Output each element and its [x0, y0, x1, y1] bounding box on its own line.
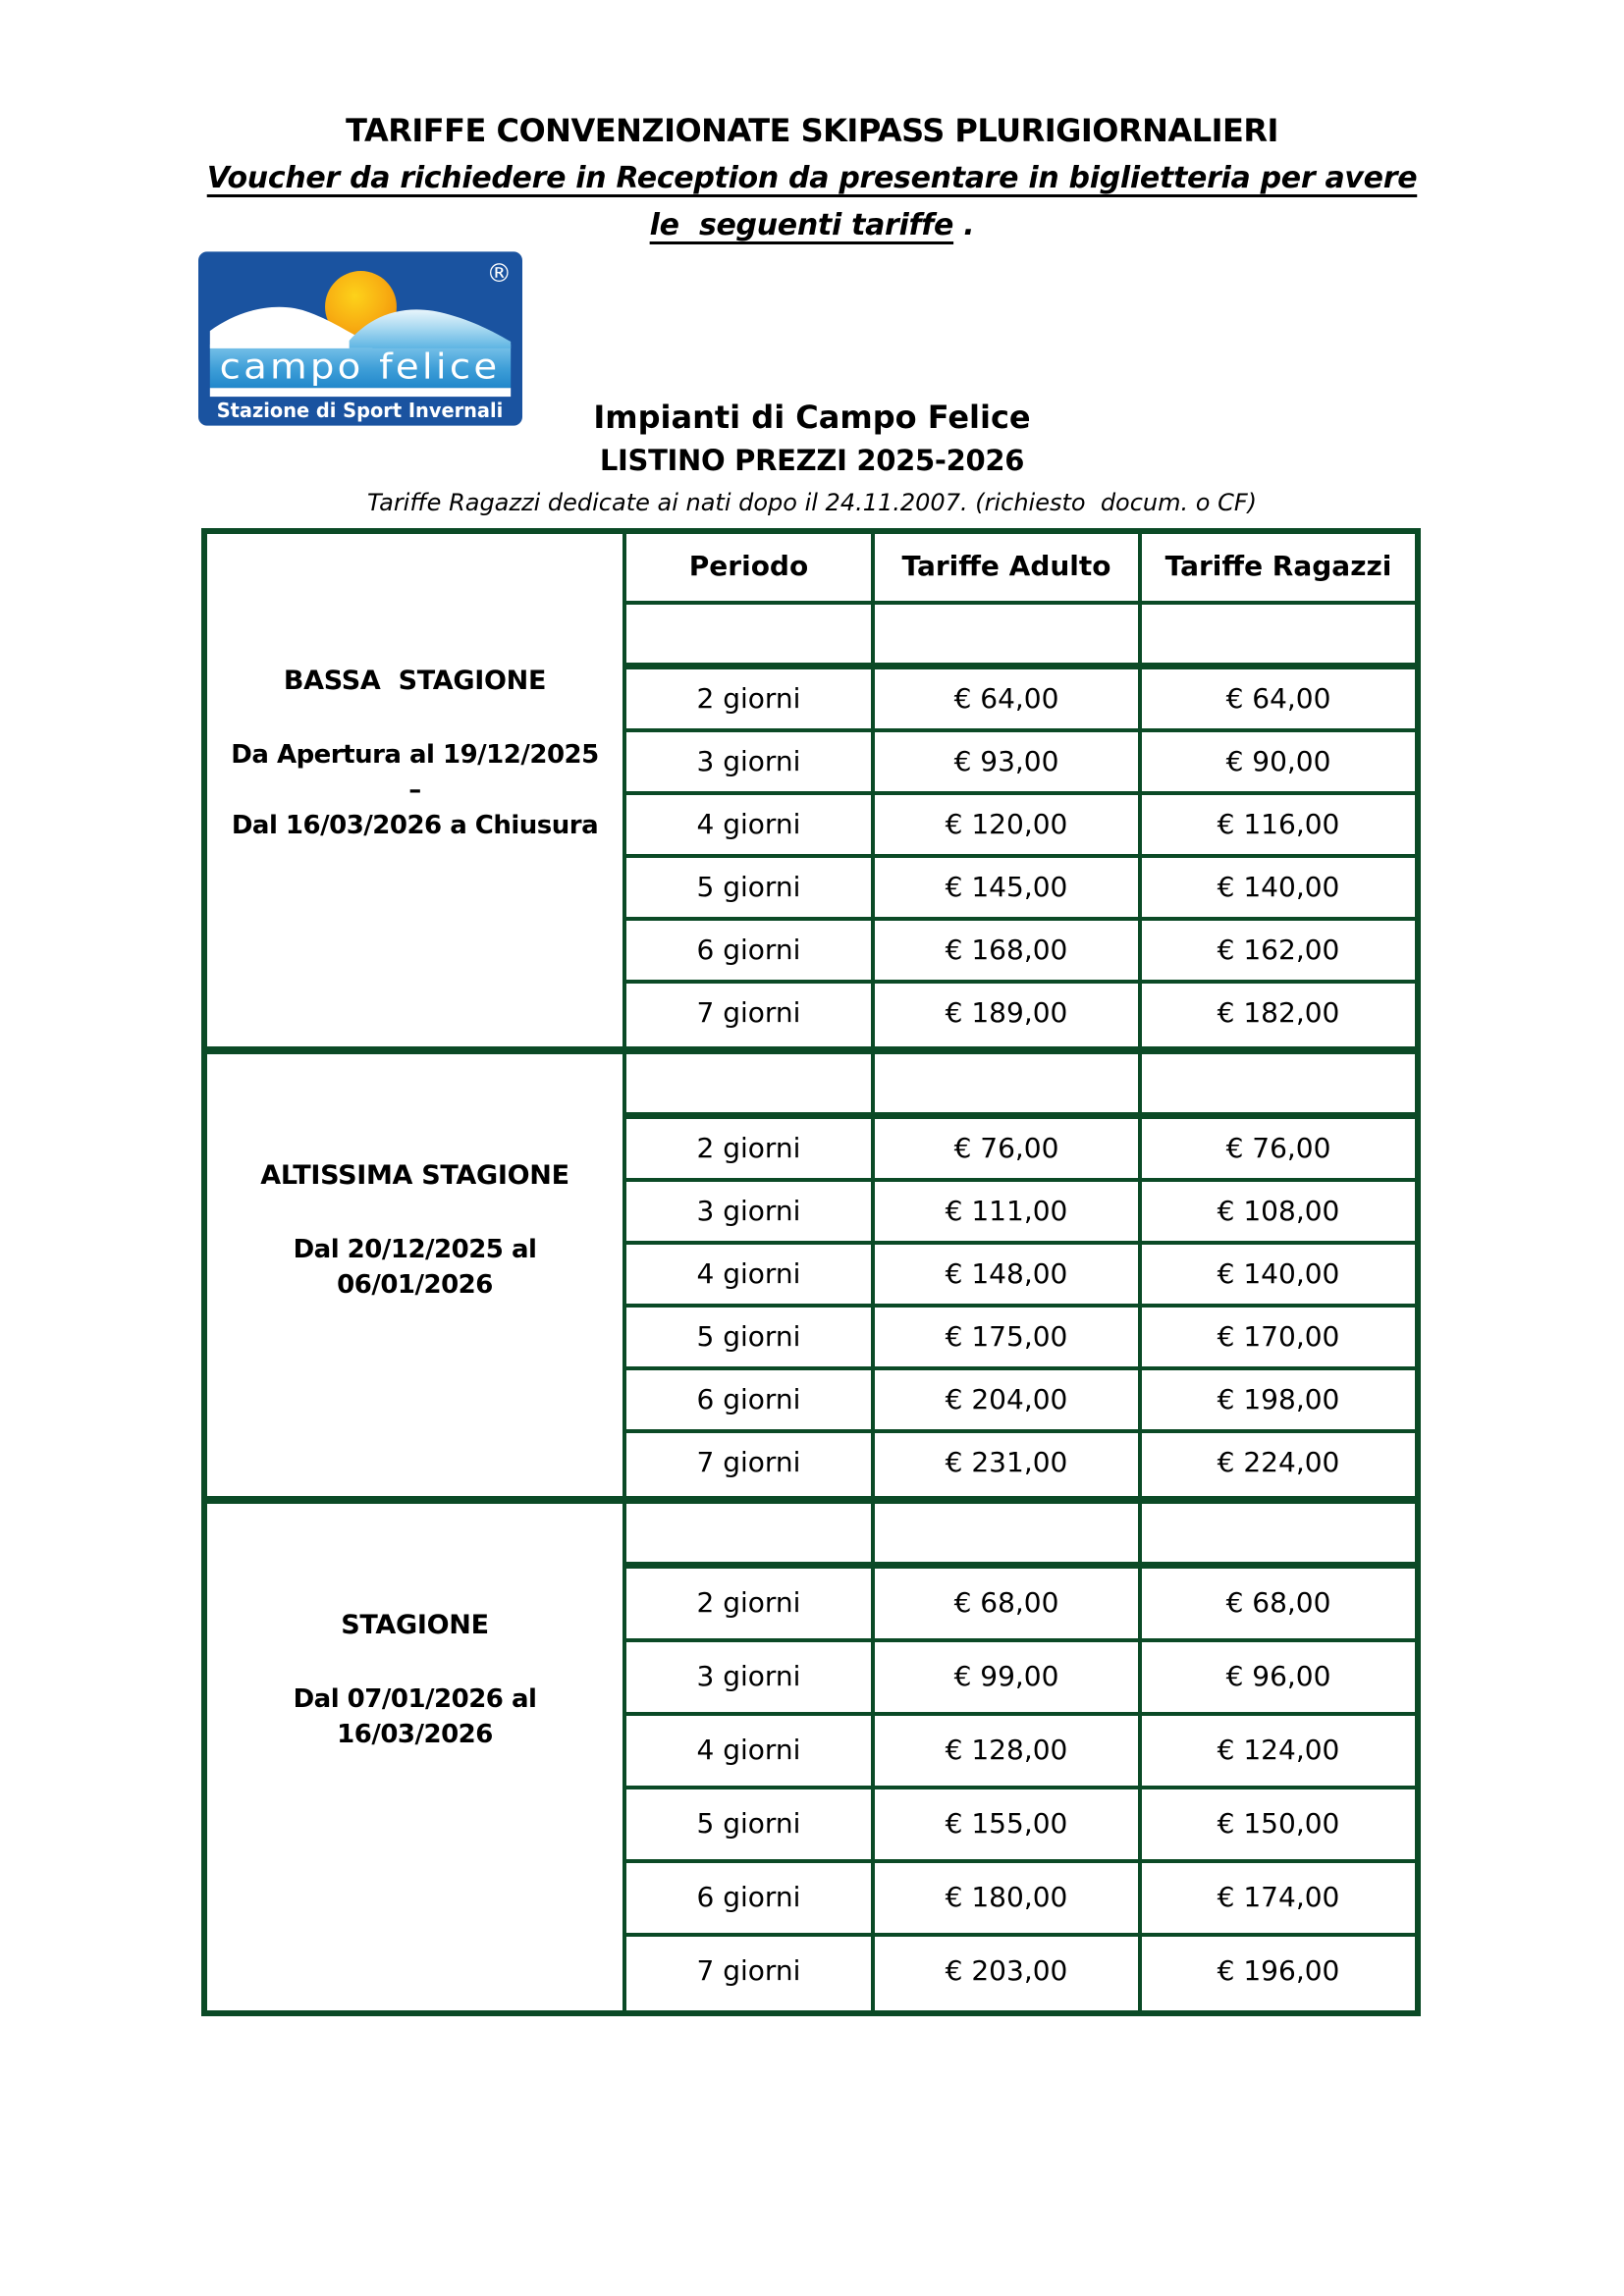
season-dash: –	[408, 775, 421, 805]
season-date-line: 16/03/2026	[337, 1720, 493, 1749]
ragazzi-price-cell: € 96,00	[1138, 1642, 1415, 1712]
table-row	[626, 669, 1415, 732]
column-header-ragazzi: Tariffe Ragazzi	[1138, 534, 1415, 601]
section-bassa-stagione	[207, 534, 1415, 1046]
table-row	[626, 1370, 1415, 1433]
period-cell: 2 giorni	[696, 682, 801, 715]
table-row	[626, 1119, 1415, 1182]
period-cell: 4 giorni	[696, 1734, 801, 1766]
period-cell: 6 giorni	[696, 1881, 801, 1913]
ragazzi-price-cell: € 140,00	[1138, 858, 1415, 917]
period-cell: 5 giorni	[696, 871, 801, 903]
column-header-adulto: Tariffe Adulto	[871, 534, 1138, 601]
season-rows	[626, 1504, 1415, 2010]
table-row	[626, 984, 1415, 1046]
adult-price-cell: € 175,00	[871, 1308, 1138, 1366]
document-subtitle-line1	[0, 161, 1624, 195]
season-title: BASSA STAGIONE	[283, 666, 547, 696]
season-title: ALTISSIMA STAGIONE	[260, 1160, 569, 1191]
ragazzi-price-cell: € 116,00	[1138, 795, 1415, 854]
ragazzi-price-cell: € 90,00	[1138, 732, 1415, 791]
period-cell: 4 giorni	[696, 1257, 801, 1290]
season-title: STAGIONE	[341, 1610, 489, 1640]
table-row	[626, 1716, 1415, 1789]
logo-brand-text: campo felice	[219, 347, 501, 388]
table-row	[626, 1245, 1415, 1308]
adult-price-cell: € 145,00	[871, 858, 1138, 917]
ragazzi-price-cell: € 170,00	[1138, 1308, 1415, 1366]
table-row	[626, 1182, 1415, 1245]
adult-price-cell: € 93,00	[871, 732, 1138, 791]
adult-price-cell: € 203,00	[871, 1937, 1138, 2010]
adult-price-cell: € 168,00	[871, 921, 1138, 980]
subtitle-underlined-text-1: Voucher da richiedere in Reception da presentare in biglietteria per avere	[206, 161, 1418, 195]
period-cell: 7 giorni	[696, 996, 801, 1029]
adult-price-cell: € 99,00	[871, 1642, 1138, 1712]
registered-trademark-icon: ®	[486, 258, 513, 289]
ragazzi-price-cell: € 150,00	[1138, 1789, 1415, 1859]
ragazzi-price-cell: € 68,00	[1138, 1569, 1415, 1638]
adult-price-cell: € 120,00	[871, 795, 1138, 854]
ragazzi-price-cell: € 196,00	[1138, 1937, 1415, 2010]
period-cell: 3 giorni	[696, 1195, 801, 1227]
table-row	[626, 795, 1415, 858]
period-cell: 4 giorni	[696, 808, 801, 840]
adult-price-cell: € 180,00	[871, 1863, 1138, 1933]
ragazzi-note: Tariffe Ragazzi dedicate ai nati dopo il 24.11.2007. (richiesto docum. o CF)	[366, 489, 1258, 516]
adult-price-cell: € 189,00	[871, 984, 1138, 1046]
period-cell: 5 giorni	[696, 1807, 801, 1840]
facility-heading: Impianti di Campo Felice	[593, 399, 1031, 436]
adult-price-cell: € 68,00	[871, 1569, 1138, 1638]
table-row	[626, 858, 1415, 921]
logo-white-stripe	[210, 388, 511, 397]
table-row	[626, 1433, 1415, 1496]
season-cell-stagione	[207, 1504, 626, 2010]
section-altissima-stagione	[207, 1046, 1415, 1496]
period-cell: 3 giorni	[696, 1660, 801, 1692]
section-stagione	[207, 1496, 1415, 2010]
period-cell: 2 giorni	[696, 1586, 801, 1619]
table-row	[626, 1308, 1415, 1370]
ragazzi-price-cell: € 162,00	[1138, 921, 1415, 980]
season-date-line: Da Apertura al 19/12/2025	[231, 740, 599, 770]
adult-price-cell: € 76,00	[871, 1119, 1138, 1178]
adult-price-cell: € 64,00	[871, 669, 1138, 728]
ragazzi-price-cell: € 124,00	[1138, 1716, 1415, 1786]
ragazzi-price-cell: € 182,00	[1138, 984, 1415, 1046]
table-row	[626, 921, 1415, 984]
document-subtitle-line2	[0, 208, 1624, 242]
period-cell: 7 giorni	[696, 1446, 801, 1478]
table-row	[626, 1569, 1415, 1642]
ragazzi-price-cell: € 64,00	[1138, 669, 1415, 728]
season-date-line: 06/01/2026	[337, 1270, 493, 1300]
ragazzi-price-cell: € 224,00	[1138, 1433, 1415, 1496]
adult-price-cell: € 148,00	[871, 1245, 1138, 1304]
ragazzi-price-cell: € 76,00	[1138, 1119, 1415, 1178]
season-rows	[626, 1054, 1415, 1496]
spacer-row	[626, 1054, 1415, 1119]
period-cell: 5 giorni	[696, 1320, 801, 1353]
price-table	[201, 528, 1421, 2016]
period-cell: 6 giorni	[696, 934, 801, 966]
adult-price-cell: € 231,00	[871, 1433, 1138, 1496]
column-header-periodo: Periodo	[688, 550, 809, 582]
table-row	[626, 1642, 1415, 1716]
ragazzi-price-cell: € 198,00	[1138, 1370, 1415, 1429]
period-cell: 6 giorni	[696, 1383, 801, 1415]
table-row	[626, 732, 1415, 795]
season-date-line: Dal 07/01/2026 al	[293, 1684, 537, 1714]
spacer-row	[626, 605, 1415, 669]
document-title: TARIFFE CONVENZIONATE SKIPASS PLURIGIORNALIERI	[346, 112, 1278, 149]
subtitle-underlined-text-2: le seguenti tariffe	[649, 208, 954, 242]
subtitle-period: .	[953, 208, 975, 242]
adult-price-cell: € 111,00	[871, 1182, 1138, 1241]
period-cell: 7 giorni	[696, 1954, 801, 1987]
table-row	[626, 1937, 1415, 2010]
table-row	[626, 1789, 1415, 1863]
period-cell: 3 giorni	[696, 745, 801, 777]
adult-price-cell: € 155,00	[871, 1789, 1138, 1859]
season-rows	[626, 534, 1415, 1046]
price-list-heading: LISTINO PREZZI 2025-2026	[599, 444, 1025, 477]
ragazzi-price-cell: € 108,00	[1138, 1182, 1415, 1241]
table-header-row	[626, 534, 1415, 605]
logo-tagline-text: Stazione di Sport Invernali	[216, 398, 504, 422]
period-cell: 2 giorni	[696, 1132, 801, 1164]
ragazzi-price-cell: € 140,00	[1138, 1245, 1415, 1304]
adult-price-cell: € 128,00	[871, 1716, 1138, 1786]
season-cell-bassa	[207, 534, 626, 1046]
season-date-line: Dal 16/03/2026 a Chiusura	[231, 811, 599, 840]
season-cell-altissima	[207, 1054, 626, 1496]
season-date-line: Dal 20/12/2025 al	[293, 1235, 537, 1264]
ragazzi-price-cell: € 174,00	[1138, 1863, 1415, 1933]
table-row	[626, 1863, 1415, 1937]
adult-price-cell: € 204,00	[871, 1370, 1138, 1429]
spacer-row	[626, 1504, 1415, 1569]
